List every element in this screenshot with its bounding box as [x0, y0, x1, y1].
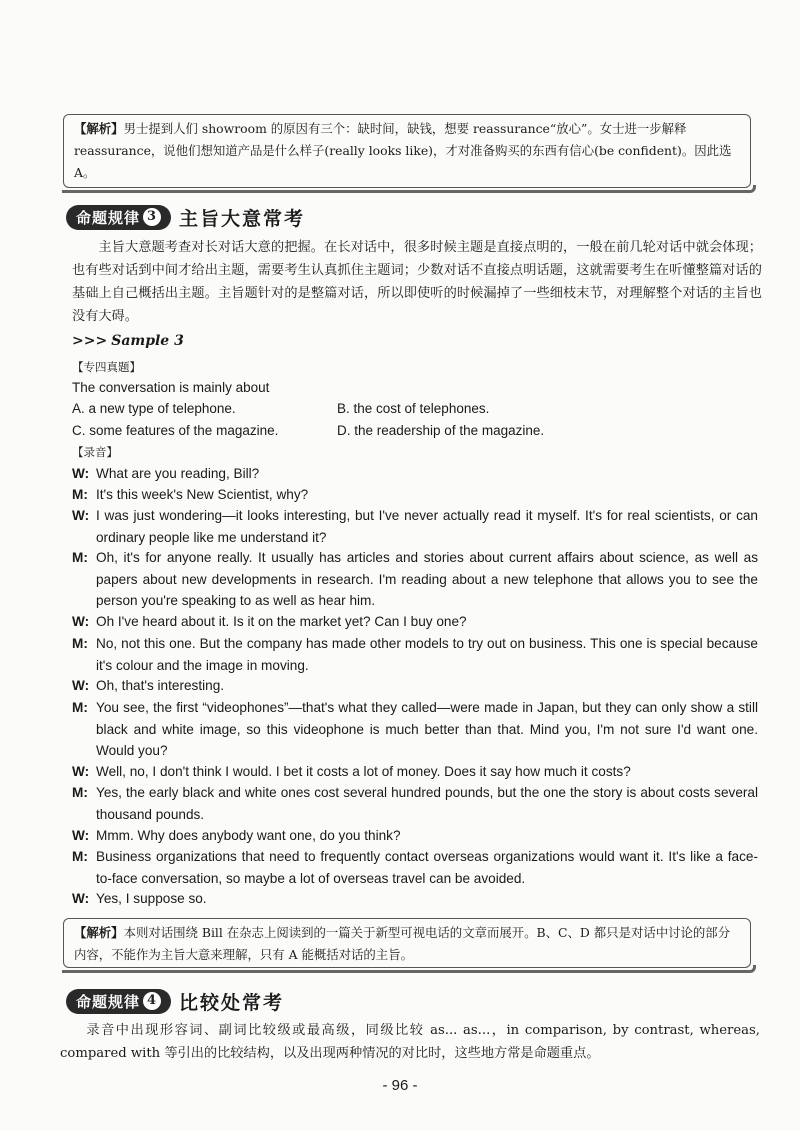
- page-number: - 96 -: [382, 1077, 418, 1094]
- rule-title: 主旨大意常考: [179, 207, 306, 230]
- analysis-tag: 【解析】: [74, 925, 124, 940]
- analysis-tag: 【解析】: [74, 121, 124, 136]
- utterance: No, not this one. But the company has made other models to try out on business. This one is special because it's colour and the image in moving.: [96, 636, 758, 673]
- rule-heading-4: [66, 983, 284, 1019]
- speaker: M:: [72, 700, 88, 715]
- dialogue-line: [72, 888, 758, 910]
- arrows-icon: >>>: [72, 333, 108, 349]
- speaker: W:: [72, 678, 90, 693]
- option-c: C. some features of the magazine.: [72, 423, 279, 438]
- dialogue-line: [72, 782, 758, 825]
- rule-title: 比较处常考: [179, 991, 285, 1014]
- dialogue-line: [72, 846, 758, 889]
- option-d: D. the readership of the magazine.: [337, 423, 545, 438]
- question-stem: The conversation is mainly about: [72, 380, 270, 395]
- rule-badge: 命题规律 3: [66, 205, 171, 230]
- dialogue-line: [72, 505, 758, 548]
- utterance: Oh, that's interesting.: [96, 678, 225, 693]
- analysis-box-top: [63, 114, 751, 188]
- utterance: Yes, I suppose so.: [96, 891, 207, 906]
- speaker: W:: [72, 828, 90, 843]
- utterance: Yes, the early black and white ones cost several hundred pounds, but the one the story is about costs several thousand pounds.: [96, 785, 758, 822]
- option-a: A. a new type of telephone.: [72, 401, 236, 416]
- utterance: Business organizations that need to frequently contact overseas organizations would want it. It's like a face-to-face conversation, so maybe a lot of overseas travel can be avoided.: [96, 849, 758, 886]
- dialogue-line: [72, 825, 758, 847]
- utterance: Oh, it's for anyone really. It usually has articles and stories about current affairs about science, as well as papers about new developments in research. I'm reading about a new telephone that allows you to see the person you're speaking to as well as hear him.: [96, 550, 758, 608]
- speaker: M:: [72, 636, 88, 651]
- dialogue-line: [72, 697, 758, 762]
- dialogue-line: [72, 484, 758, 506]
- dialogue-line: [72, 611, 758, 633]
- utterance: You see, the first “videophones”—that's what they called—were made in Japan, but they can only show a still black and white image, so this videophone is much better than that. Mind you, I'm not sure I'd want one. Would you?: [96, 700, 758, 758]
- utterance: Oh I've heard about it. Is it on the market yet? Can I buy one?: [96, 614, 467, 629]
- utterance: I was just wondering—it looks interesting, but I've never actually read it myself. It's for real scientists, or can ordinary people like me understand it?: [96, 508, 758, 545]
- dialogue-line: [72, 675, 758, 697]
- speaker: M:: [72, 550, 88, 565]
- speaker: M:: [72, 487, 88, 502]
- dialogue-line: [72, 463, 758, 485]
- dialogue-line: [72, 633, 758, 676]
- script-label: 【录音】: [72, 445, 118, 459]
- rule-number: 4: [143, 992, 161, 1010]
- speaker: M:: [72, 785, 88, 800]
- speaker: W:: [72, 891, 90, 906]
- utterance: It's this week's New Scientist, why?: [96, 487, 309, 502]
- rule-badge: 命题规律 4: [66, 989, 171, 1014]
- analysis-box-answer: [63, 918, 751, 968]
- utterance: Well, no, I don't think I would. I bet it costs a lot of money. Does it say how much it costs?: [96, 764, 631, 779]
- dialogue-line: [72, 761, 758, 783]
- utterance: Mmm. Why does anybody want one, do you think?: [96, 828, 401, 843]
- rule-number: 3: [143, 208, 161, 226]
- option-b: B. the cost of telephones.: [337, 401, 490, 416]
- analysis-text: 本则对话围绕 Bill 在杂志上阅读到的一篇关于新型可视电话的文章而展开。B、C、D 都只是对话中讨论的部分内容，不能作为主旨大意来理解，只有 A 能概括对话的主旨。: [74, 925, 731, 962]
- utterance: What are you reading, Bill?: [96, 466, 260, 481]
- rule3-paragraph: 主旨大意题考查对长对话大意的把握。在长对话中，很多时候主题是直接点明的，一般在前几轮对话中就会体现；也有些对话到中间才给出主题，需要考生认真抓住主题词；少数对话不直接点明话题，这就需要考生在听懂整篇对话的基础上自己概括出主题。主旨题针对的是整篇对话，所以即使听的时候漏掉了一些细枝末节，对理解整个对话的主旨也没有大碍。: [72, 240, 762, 324]
- speaker: W:: [72, 764, 90, 779]
- speaker: W:: [72, 508, 90, 523]
- speaker: W:: [72, 466, 90, 481]
- sample-heading: [72, 333, 184, 349]
- sample-title: Sample 3: [111, 333, 184, 349]
- speaker: W:: [72, 614, 90, 629]
- dialogue-line: [72, 547, 758, 612]
- exam-label: 【专四真题】: [72, 360, 141, 374]
- speaker: M:: [72, 849, 88, 864]
- analysis-text: 男士提到人们 showroom 的原因有三个：缺时间，缺钱，想要 reassurance“放心”。女士进一步解释 reassurance，说他们想知道产品是什么样子(really looks like)，才对准备购买的东西有信心(be confident)。因此选 A。: [74, 121, 732, 180]
- rule4-paragraph: 录音中出现形容词、副词比较级或最高级，同级比较 as... as...，in comparison, by contrast, whereas, compared with 等引出的比较结构，以及出现两种情况的对比时，这些地方常是命题重点。: [60, 1023, 760, 1061]
- rule-heading-3: [66, 199, 305, 235]
